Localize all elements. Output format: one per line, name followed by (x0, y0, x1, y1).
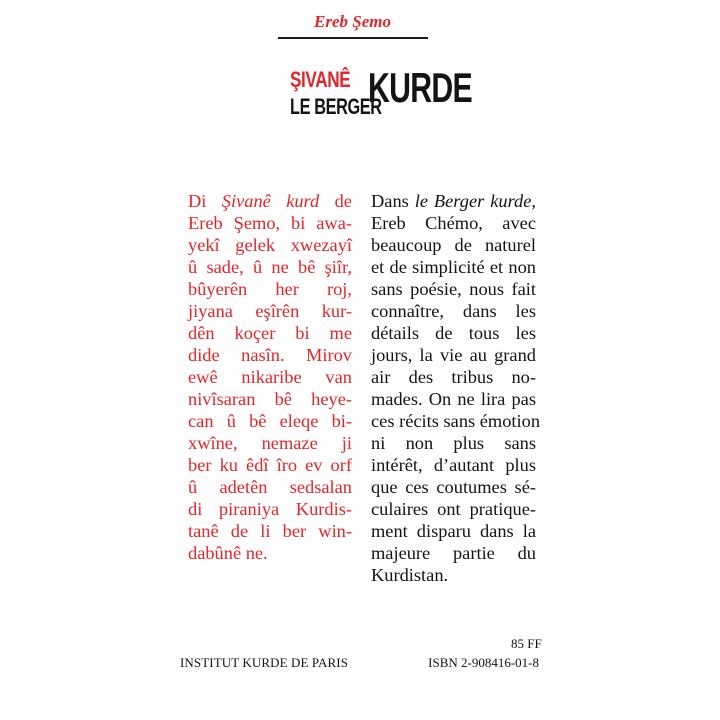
french-blurb-text: ment disparu dans la (371, 521, 536, 541)
kurdish-blurb-text: bûyerên her roj, (188, 279, 352, 299)
french-blurb-text: culaires ont pratique- (371, 499, 536, 519)
french-blurb-text: beaucoup de naturel (371, 235, 536, 255)
french-blurb-text: jours, la vie au grand (371, 345, 536, 365)
french-blurb-text: Kurdistan. (371, 565, 449, 585)
french-blurb (371, 190, 541, 586)
french-blurb-text: sans poésie, nous fait (371, 279, 536, 299)
french-blurb-text: détails de tous les (371, 323, 536, 343)
kurdish-blurb-line (188, 388, 352, 410)
kurdish-blurb-text: dên koçer bi me (188, 323, 352, 343)
kurdish-blurb-line (188, 432, 352, 454)
kurdish-blurb-italic-title: Şivanê kurd (221, 191, 320, 211)
kurdish-blurb-text: di piraniya Kurdis- (188, 499, 352, 519)
kurdish-blurb-line (188, 256, 352, 278)
french-blurb-line (371, 256, 536, 278)
kurdish-blurb-line (188, 476, 352, 498)
kurdish-blurb-line (188, 454, 352, 476)
french-blurb-line (371, 212, 536, 234)
kurdish-blurb-text: ewê nikaribe van (188, 367, 352, 387)
kurdish-blurb-text: û adetên sedsalan (188, 477, 352, 497)
kurdish-blurb-text: xwîne, nemaze ji (188, 433, 352, 453)
kurdish-blurb-text: tanê de li ber win- (188, 521, 352, 541)
french-blurb-text: air des tribus no- (371, 367, 536, 387)
french-blurb-line (371, 498, 536, 520)
kurdish-blurb-line (188, 212, 352, 234)
publisher-name: INSTITUT KURDE DE PARIS (180, 655, 349, 670)
kurdish-blurb-text: Ereb Şemo, bi awa- (188, 213, 352, 233)
french-blurb-line (371, 190, 536, 212)
kurdish-blurb-text: ber ku êdî îro ev orf (188, 455, 352, 475)
kurdish-blurb-line (188, 300, 352, 322)
kurdish-blurb-line (188, 322, 352, 344)
french-blurb-line (371, 366, 536, 388)
french-blurb-line (371, 322, 536, 344)
french-blurb-italic-title: le Berger kurde, (414, 191, 536, 211)
author-name: Ereb Şemo (314, 12, 391, 31)
french-blurb-text: intérêt, d’autant plus (371, 455, 536, 475)
french-blurb-text: majeure partie du (371, 543, 536, 563)
kurdish-blurb-text: jiyana eşîrên kur- (188, 301, 352, 321)
kurdish-blurb-text: nivîsaran bê heye- (188, 389, 352, 409)
kurdish-blurb-line (188, 498, 352, 520)
french-blurb-text: Ereb Chémo, avec (371, 213, 536, 233)
kurdish-blurb (188, 190, 352, 564)
price-label: 85 FF (511, 636, 542, 651)
title-kurde: KURDE (368, 64, 472, 111)
french-blurb-line (371, 388, 536, 410)
french-blurb-text: que ces coutumes sé- (371, 477, 536, 497)
kurdish-blurb-text: dabûnê ne. (188, 543, 268, 563)
kurdish-blurb-line (188, 190, 352, 212)
french-blurb-text: connaître, dans les (371, 301, 536, 321)
kurdish-blurb-line (188, 278, 352, 300)
french-blurb-line (371, 344, 536, 366)
french-blurb-text: ni non plus sans (371, 433, 536, 453)
kurdish-blurb-text: dide nasîn. Mirov (188, 345, 352, 365)
french-blurb-text: et de simplicité et non (371, 257, 536, 277)
title-sivane: ŞIVANÊ (290, 67, 351, 92)
author-underline (278, 37, 428, 39)
kurdish-blurb-text: û sade, û ne bê şiîr, (188, 257, 352, 277)
kurdish-blurb-line (188, 344, 352, 366)
french-blurb-text: mades. On ne lira pas (371, 389, 536, 409)
french-blurb-line (371, 300, 536, 322)
french-blurb-line (371, 564, 536, 586)
kurdish-blurb-line (188, 542, 352, 564)
french-blurb-line (371, 476, 536, 498)
french-blurb-text: ces récits sans émotion (371, 411, 541, 431)
kurdish-blurb-text: de (319, 191, 352, 211)
french-blurb-line (371, 278, 536, 300)
kurdish-blurb-text: can û bê eleqe bi- (188, 411, 352, 431)
kurdish-blurb-text: yekî gelek xwezayî (188, 235, 352, 255)
french-blurb-line (371, 520, 536, 542)
isbn-label: ISBN 2-908416-01-8 (428, 655, 539, 670)
french-blurb-line (371, 542, 536, 564)
kurdish-blurb-text: Di (188, 191, 222, 211)
kurdish-blurb-line (188, 366, 352, 388)
kurdish-blurb-line (188, 234, 352, 256)
kurdish-blurb-line (188, 520, 352, 542)
french-blurb-line (371, 454, 536, 476)
title-le-berger: LE BERGER (290, 94, 382, 119)
french-blurb-line (371, 432, 536, 454)
french-blurb-line (371, 410, 541, 432)
kurdish-blurb-line (188, 410, 352, 432)
french-blurb-line (371, 234, 536, 256)
french-blurb-text: Dans (371, 191, 415, 211)
